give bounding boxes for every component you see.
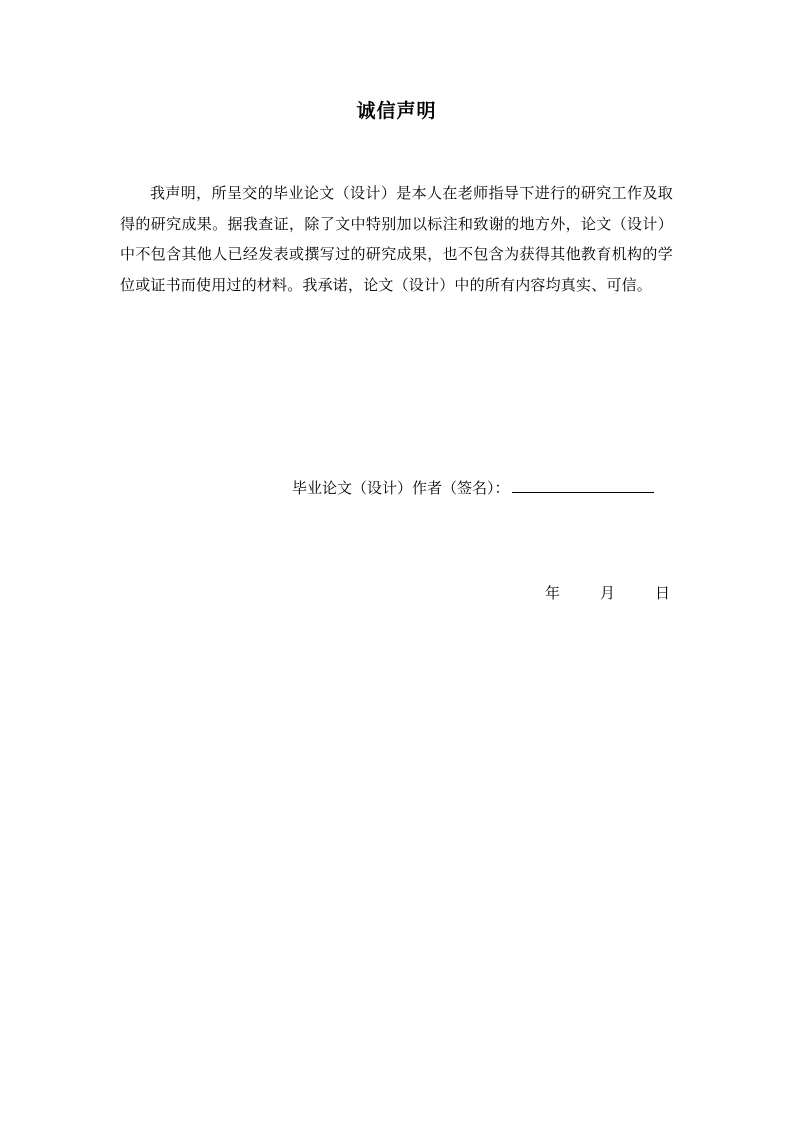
signature-label: 毕业论文（设计）作者（签名）： (292, 479, 510, 497)
date-block (545, 582, 670, 604)
year-label: 年 (545, 584, 561, 602)
declaration-paragraph: 我声明，所呈交的毕业论文（设计）是本人在老师指导下进行的研究工作及取得的研究成果。据我查证，除了文中特别加以标注和致谢的地方外，论文（设计）中不包含其他人已经发表或撰写过的研究成果，也不包含为获得其他教育机构的学位或证书而使用过的材料。我承诺，论文（设计）中的所有内容均真实、可信。 (120, 184, 673, 294)
month-label: 月 (600, 584, 616, 602)
signature-block (292, 474, 654, 500)
page-title: 诚信声明 (356, 100, 437, 122)
day-label: 日 (655, 584, 671, 602)
signature-line (512, 474, 654, 493)
